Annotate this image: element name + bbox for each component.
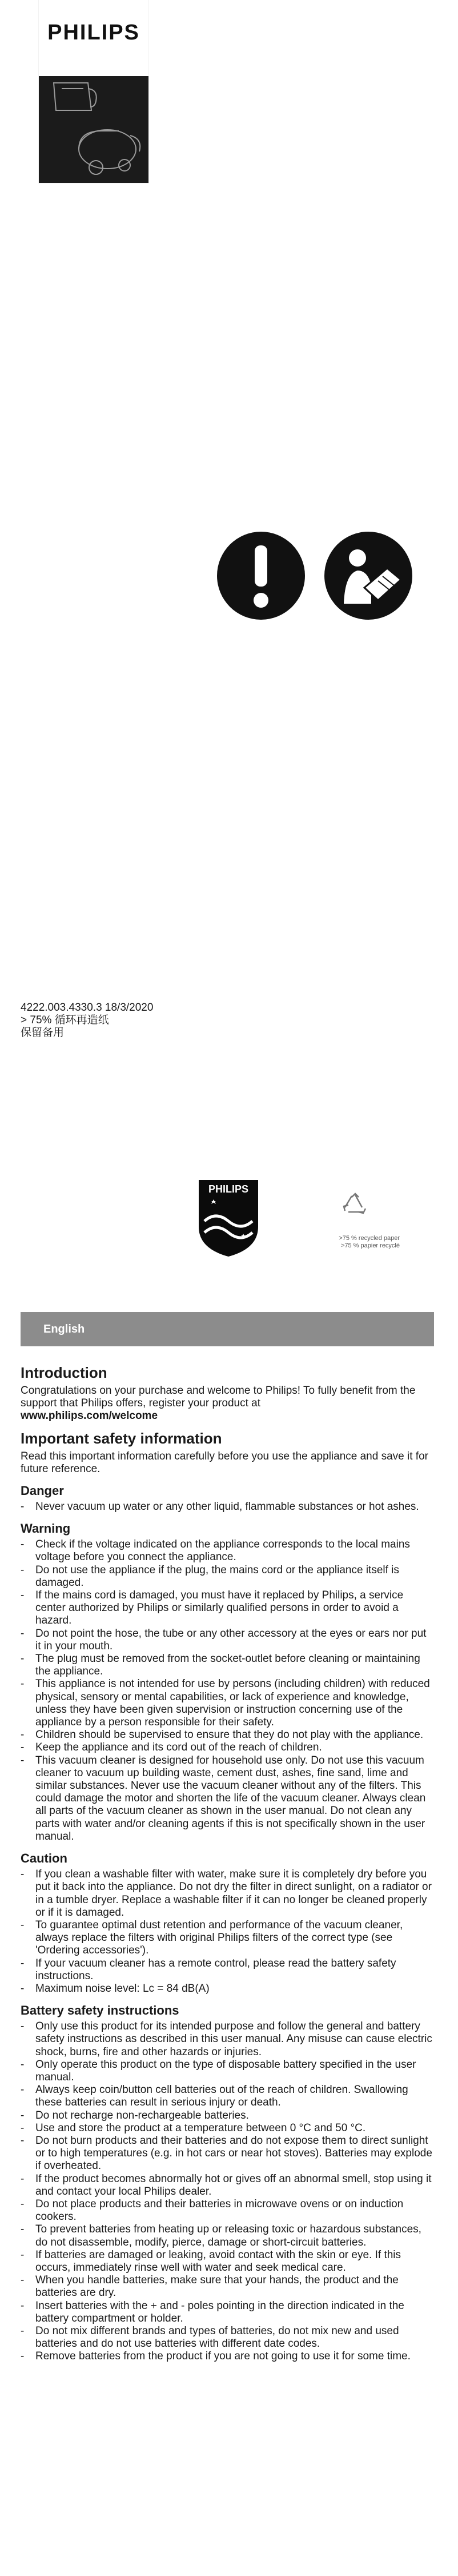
keep-for-reference-note: 保留备用 [21,1027,65,1039]
warning-list [21,1538,434,1843]
list-item: - This vacuum cleaner is designed for household use only. Do not use this vacuum cleaner to vacuum up building waste, cement dust, ashes, fine sand, lime and similar substances. Never use the vacuum cleaner without any of the filters. This could damage the motor and shorten the life of the vacuum cleaner. Always clean all parts of the vacuum cleaner as shown in the user manual. Do not clean any parts with water and/or cleaning agents if this is not specifically shown in the user manual. [21,1754,434,1843]
brand-logo: PHILIPS [47,21,140,45]
list-item: - If batteries are damaged or leaking, avoid contact with the skin or eye. If this occurs, immediately rinse well with water and seek medical care. [21,2249,434,2274]
shield-brand-text: PHILIPS [208,1183,249,1195]
list-item: - Do not point the hose, the tube or any other accessory at the eyes or ears nor put it in your mouth. [21,1628,434,1653]
welcome-link[interactable]: www.philips.com/welcome [21,1410,158,1422]
safety-heading: Important safety information [21,1429,222,1447]
recycle-icon [340,1191,370,1221]
introduction-body: Congratulations on your purchase and welcome to Philips! To fully benefit from the support that Philips offers, register your product at [21,1385,416,1410]
language-label: English [43,1323,85,1335]
manual-content [21,1357,434,2363]
list-item: - Do not recharge non-rechargeable batteries. [21,2110,434,2122]
safety-text: Read this important information carefully before you use the appliance and save it for future reference. [21,1450,428,1475]
caution-list [21,1868,434,1995]
list-item: - Keep the appliance and its cord out of the reach of children. [21,1741,434,1754]
list-item: - Use and store the product at a temperature between 0 °C and 50 °C. [21,2122,434,2135]
list-item: - Never vacuum up water or any other liquid, flammable substances or hot ashes. [21,1501,434,1513]
doc-number: 4222.003.4330.3 18/3/2020 [21,1002,154,1014]
danger-heading: Danger [21,1484,64,1498]
list-item: - Check if the voltage indicated on the appliance corresponds to the local mains voltage before you connect the appliance. [21,1538,434,1564]
list-item: - Do not mix different brands and types of batteries, do not mix new and used batteries and do not use batteries with different date codes. [21,2325,434,2350]
list-item: - Children should be supervised to ensure that they do not play with the appliance. [21,1729,434,1741]
danger-list [21,1501,434,1513]
list-item: - Do not place products and their batteries in microwave ovens or on induction cookers. [21,2198,434,2223]
battery-list [21,2020,434,2363]
introduction-heading: Introduction [21,1364,107,1381]
list-item: - Insert batteries with the + and - poles pointing in the direction indicated in the battery compartment or holder. [21,2300,434,2325]
list-item: - Remove batteries from the product if you are not going to use it for some time. [21,2350,434,2363]
list-item: - Maximum noise level: Lc = 84 dB(A) [21,1983,434,1995]
caution-heading: Caution [21,1851,67,1866]
list-item: - Do not use the appliance if the plug, the mains cord or the appliance itself is damaged. [21,1564,434,1589]
warning-heading: Warning [21,1521,71,1536]
list-item: - Always keep coin/button cell batteries out of the reach of children. Swallowing these batteries can result in serious injury or death. [21,2084,434,2109]
list-item: - If you clean a washable filter with water, make sure it is completely dry before you put it back into the appliance. Do not dry the filter in direct sunlight, on a radiator or in a tumble dryer. Replace a washable filter if it can no longer be cleaned properly or if it is damaged. [21,1868,434,1919]
list-item: - The plug must be removed from the socket-outlet before cleaning or maintaining the appliance. [21,1653,434,1678]
introduction-text [21,1385,434,1423]
list-item: - To prevent batteries from heating up or releasing toxic or hazardous substances, do not disassemble, modify, pierce, damage or short-circuit batteries. [21,2223,434,2248]
document-meta [21,1002,153,1039]
list-item: - Do not burn products and their batteries and do not expose them to direct sunlight or to high temperatures (e.g. in hot cars or near hot stoves). Batteries may explode if overheated. [21,2135,434,2173]
list-item: - This appliance is not intended for use by persons (including children) with reduced physical, sensory or mental capabilities, or lack of experience and knowledge, unless they have been given supervision or instruction concerning use of the appliance by a person responsible for their safety. [21,1678,434,1729]
list-item: - If the mains cord is damaged, you must have it replaced by Philips, a service center authorized by Philips or similarly qualified persons in order to avoid a hazard. [21,1589,434,1628]
list-item: - If the product becomes abnormally hot or gives off an abnormal smell, stop using it and contact your local Philips dealer. [21,2173,434,2198]
vacuum-product-icon [39,76,148,183]
list-item: - When you handle batteries, make sure that your hands, the product and the batteries are dry. [21,2274,434,2299]
philips-shield-logo [196,1178,260,1258]
list-item: - If your vacuum cleaner has a remote control, please read the battery safety instructions. [21,1957,434,1983]
recycle-caption-en: >75 % recycled paper [339,1235,400,1242]
read-manual-icon [323,531,413,621]
list-item: - Only operate this product on the type of disposable battery specified in the user manual. [21,2059,434,2084]
recycle-caption [320,1235,400,1250]
recycle-caption-fr: >75 % papier recyclé [340,1242,400,1249]
recycled-paper-note: > 75% 循环再造纸 [21,1014,109,1026]
list-item: - Only use this product for its intended purpose and follow the general and battery safety instructions as described in this user manual. Any misuse can cause electric shock, burns, fire and other hazards or injuries. [21,2020,434,2059]
battery-heading: Battery safety instructions [21,2003,179,2018]
warning-exclamation-icon [216,531,306,621]
list-item: - To guarantee optimal dust retention and performance of the vacuum cleaner, always replace the filters with original Philips filters of the correct type (see 'Ordering accessories'). [21,1919,434,1957]
